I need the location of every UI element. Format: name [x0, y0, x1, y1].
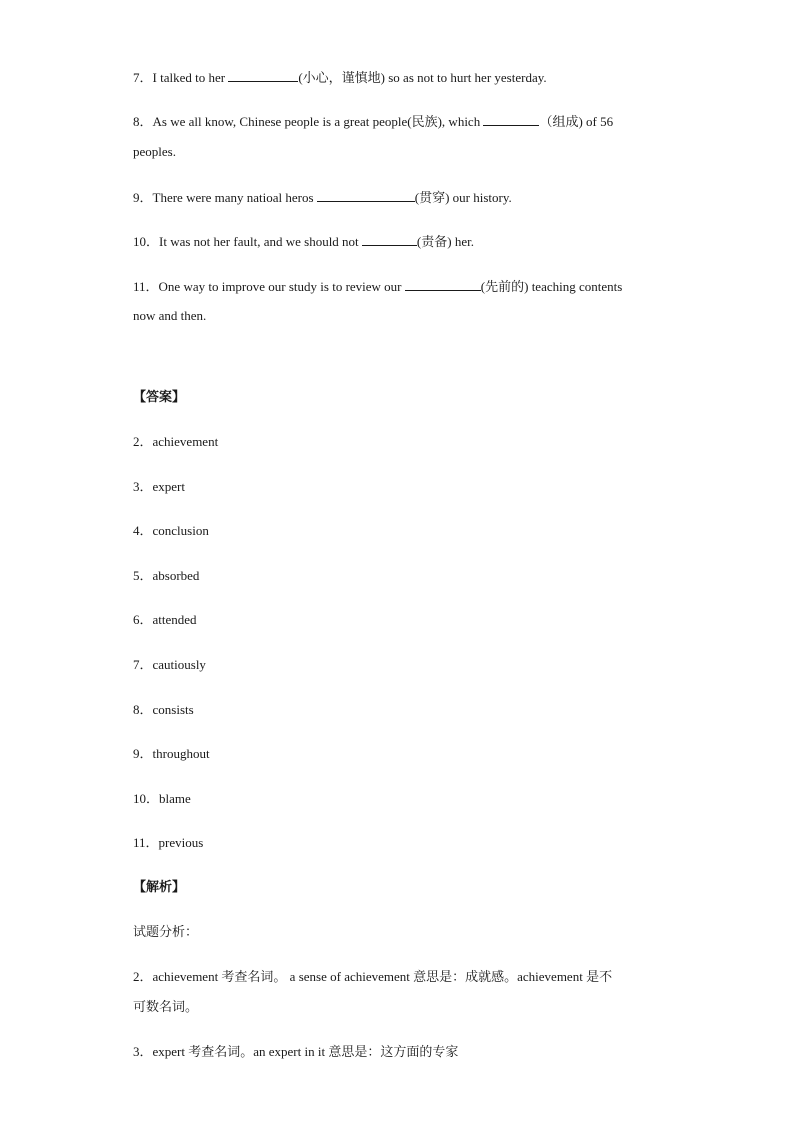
question-text-continuation: peoples.	[133, 144, 176, 159]
question-number: 9．	[133, 190, 153, 205]
question-number: 10．	[133, 234, 160, 249]
analysis-item-2-continuation: 可数名词。	[133, 999, 199, 1014]
analysis-item-3: 3．expert 考查名词。an expert in it 意思是：这方面的专家	[133, 1044, 459, 1059]
answer-blank	[483, 112, 539, 126]
question-text-before: There were many natioal heros	[152, 190, 317, 205]
question-text-after: our history.	[449, 190, 512, 205]
answer-item: 11．previous	[133, 835, 204, 850]
answer-item: 10．blame	[133, 791, 191, 806]
question-text-before: I talked to her	[152, 70, 229, 85]
answer-item: 8．consists	[133, 702, 194, 717]
question-hint: (责备)	[416, 234, 452, 249]
answer-item: 9．throughout	[133, 746, 210, 761]
question-hint: （组成)	[539, 114, 583, 129]
answer-item: 7．cautiously	[133, 657, 206, 672]
answer-item: 3．expert	[133, 479, 185, 494]
answer-heading: 【答案】	[133, 389, 186, 404]
answer-blank	[228, 68, 298, 82]
question-text-after: so as not to hurt her yesterday.	[385, 70, 547, 85]
answer-item: 2．achievement	[133, 434, 219, 449]
analysis-item-2: 2．achievement 考查名词。 a sense of achievement 意思是：成就感。achievement 是不	[133, 969, 613, 984]
answer-item: 6．attended	[133, 612, 197, 627]
question-text-after: of 56	[582, 114, 614, 129]
question-8	[133, 112, 663, 130]
question-number: 8．	[133, 114, 153, 129]
question-number: 11．	[133, 279, 159, 294]
question-number: 7．	[133, 70, 153, 85]
question-hint: (贯穿)	[414, 190, 450, 205]
question-8-continuation	[133, 144, 663, 160]
question-hint: (先前的)	[480, 279, 529, 294]
question-hint: (小心，谨慎地)	[298, 70, 385, 85]
analysis-heading: 【解析】	[133, 879, 186, 894]
question-9	[133, 188, 663, 206]
answer-item: 5．absorbed	[133, 568, 200, 583]
question-10	[133, 232, 663, 250]
question-text-before: As we all know, Chinese people is a great people(民族), which	[152, 114, 484, 129]
question-7	[133, 68, 663, 86]
question-text-continuation: now and then.	[133, 308, 207, 323]
question-text-after: her.	[451, 234, 474, 249]
answer-blank	[405, 277, 481, 291]
analysis-intro: 试题分析：	[133, 924, 199, 939]
question-11	[133, 277, 663, 295]
question-text-after: teaching contents	[528, 279, 623, 294]
answer-blank	[362, 232, 417, 246]
question-text-before: One way to improve our study is to review our	[158, 279, 405, 294]
question-11-continuation	[133, 308, 663, 324]
question-text-before: It was not her fault, and we should not	[159, 234, 362, 249]
answer-item: 4．conclusion	[133, 523, 209, 538]
answer-blank	[317, 188, 415, 202]
